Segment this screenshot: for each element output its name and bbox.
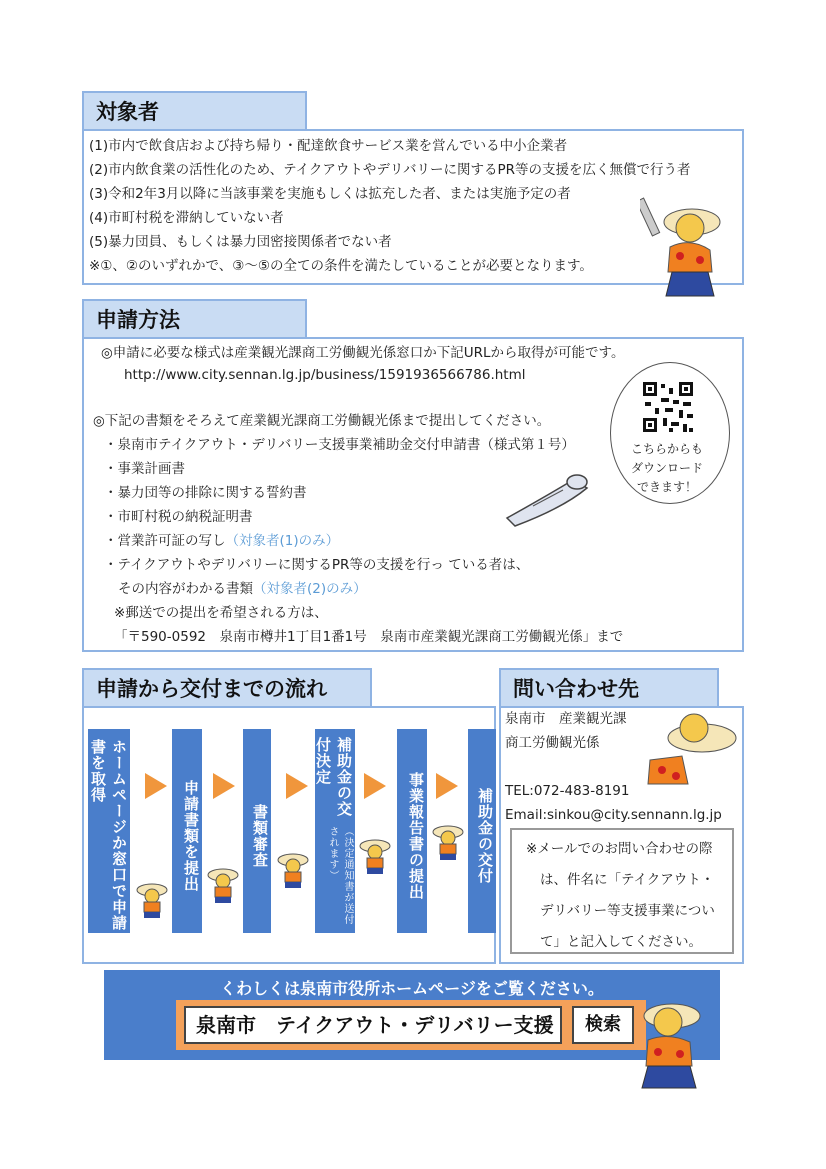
- document-item-1: ・泉南市テイクアウト・デリバリー支援事業補助金交付申請書（様式第１号）: [104, 437, 575, 453]
- flow-step-1: [88, 729, 130, 933]
- contact-note-4: て」と記入してください。: [540, 934, 702, 950]
- application-submit-intro: ◎下記の書類をそろえて産業観光課商工労働観光係まで提出してください。: [93, 413, 551, 429]
- document-item-4: ・市町村税の納税証明書: [104, 509, 253, 525]
- document-item-3: ・暴力団等の排除に関する誓約書: [104, 485, 307, 501]
- application-intro: ◎申請に必要な様式は産業観光課商工労働観光係窓口か下記URLから取得が可能です。: [101, 345, 625, 361]
- banner-headline: くわしくは泉南市役所ホームページをご覧ください。: [220, 979, 604, 998]
- document-item-2: ・事業計画書: [104, 461, 185, 477]
- flow-step-2: [172, 729, 202, 933]
- qr-caption-2: ダウンロード: [631, 461, 704, 475]
- mascot-small-4: [355, 836, 395, 876]
- flow-step-5: [397, 729, 427, 933]
- flow-step-5-label: 事業報告書の提出: [407, 772, 425, 900]
- application-header: [82, 299, 307, 337]
- flow-step-4-sub: （決定通知書が送付されます）: [327, 825, 353, 925]
- flow-step-6-label: 補助金の交付: [476, 788, 494, 884]
- document-item-5-note: （対象者(1)のみ）: [225, 533, 340, 549]
- eligibility-note: ※①、②のいずれかで、③～⑤の全ての条件を満たしていることが必要となります。: [89, 258, 593, 274]
- application-title: 申請方法: [96, 308, 180, 332]
- contact-note-box: [510, 828, 734, 954]
- mascot-small-1: [132, 880, 172, 920]
- contact-dept-2: 商工労働観光係: [505, 735, 600, 751]
- mascot-illustration: [640, 192, 730, 302]
- contact-header: [499, 668, 719, 706]
- document-item-6-line1: ・テイクアウトやデリバリーに関するPR等の支援を行っ ている者は、: [104, 557, 530, 573]
- mail-note: ※郵送での提出を希望される方は、: [114, 605, 328, 621]
- flow-step-3-label: 書類審査: [251, 804, 269, 868]
- contact-note-1: ※メールでのお問い合わせの際: [526, 841, 713, 857]
- flow-step-1-label: ホームページか窓口で申請書を取得: [89, 739, 128, 931]
- contact-note-2: は、件名に「テイクアウト・: [540, 872, 715, 888]
- flow-arrow-1: [145, 773, 167, 799]
- eligibility-header: [82, 91, 307, 129]
- flow-step-4: [315, 729, 355, 933]
- pointing-hand-illustration: [503, 468, 593, 528]
- banner-search-button[interactable]: 検索: [572, 1006, 634, 1044]
- mascot-small-5: [428, 822, 468, 862]
- document-item-6-note: （対象者(2)のみ）: [253, 581, 367, 597]
- qr-code-icon[interactable]: [641, 380, 695, 434]
- banner-search-box[interactable]: 泉南市 テイクアウト・デリバリー支援: [184, 1006, 562, 1044]
- flow-step-2-label: 申請書類を提出: [182, 780, 200, 892]
- flow-title: 申請から交付までの流れ: [96, 677, 327, 701]
- mascot-small-3: [273, 850, 313, 890]
- document-item-5: [104, 532, 339, 550]
- flow-arrow-5: [436, 773, 458, 799]
- flow-arrow-2: [213, 773, 235, 799]
- mascot-banner: [628, 994, 714, 1090]
- contact-email[interactable]: Email:sinkou@city.sennann.lg.jp: [505, 807, 722, 823]
- eligibility-item-3: (3)令和2年3月以降に当該事業を実施もしくは拡充した者、または実施予定の者: [89, 186, 571, 202]
- qr-caption-3: できます！: [637, 480, 698, 494]
- flow-step-6: [468, 729, 496, 933]
- eligibility-title: 対象者: [96, 100, 159, 124]
- eligibility-item-2: (2)市内飲食業の活性化のため、テイクアウトやデリバリーに関するPR等の支援を広く無償で行う者: [89, 162, 691, 178]
- contact-note-3: デリバリー等支援事業につい: [540, 903, 715, 919]
- contact-title: 問い合わせ先: [513, 677, 639, 701]
- flow-header: [82, 668, 372, 706]
- document-item-6-text: その内容がわかる書類: [118, 581, 253, 597]
- flow-step-3: [243, 729, 271, 933]
- qr-caption-1: こちらからも: [631, 442, 704, 456]
- application-url[interactable]: http://www.city.sennan.lg.jp/business/1591936566786.html: [124, 367, 526, 383]
- eligibility-item-4: (4)市町村税を滞納していない者: [89, 210, 284, 226]
- contact-tel[interactable]: TEL:072-483-8191: [505, 783, 630, 799]
- contact-dept-1: 泉南市 産業観光課: [505, 711, 627, 727]
- flow-step-4-label: 補助金の交付決定: [314, 737, 353, 817]
- document-item-5-text: ・営業許可証の写し: [104, 533, 226, 549]
- flow-arrow-4: [364, 773, 386, 799]
- mascot-contact: [642, 706, 738, 786]
- document-item-6-line2: [118, 580, 367, 598]
- mail-address: 「〒590-0592 泉南市樽井1丁目1番1号 泉南市産業観光課商工労働観光係」まで: [114, 629, 624, 645]
- eligibility-item-5: (5)暴力団員、もしくは暴力団密接関係者でない者: [89, 234, 392, 250]
- mascot-small-2: [203, 865, 243, 905]
- flow-arrow-3: [286, 773, 308, 799]
- eligibility-item-1: (1)市内で飲食店および持ち帰り・配達飲食サービス業を営んでいる中小企業者: [89, 138, 568, 154]
